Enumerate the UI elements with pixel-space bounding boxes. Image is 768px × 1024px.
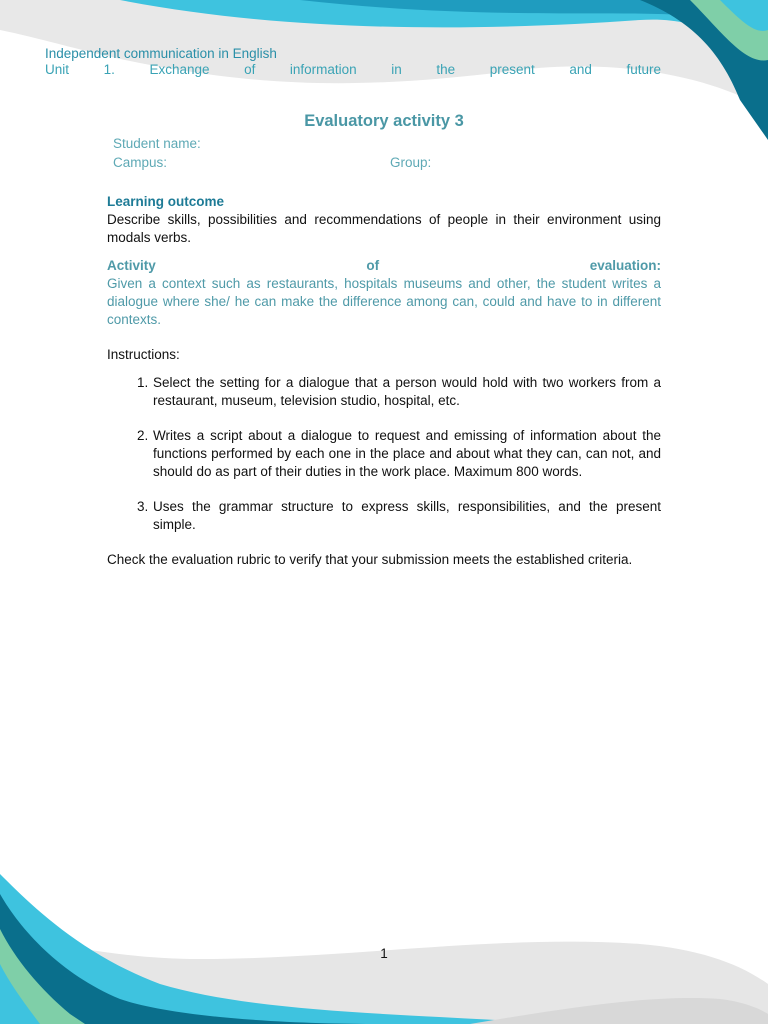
group-label: Group: [390, 155, 432, 170]
unit-word: the [436, 62, 456, 77]
course-title: Independent communication in English [45, 46, 277, 61]
heading-word: Activity [107, 258, 156, 273]
unit-word: in [391, 62, 402, 77]
heading-word: of [366, 258, 380, 273]
student-name-label: Student name: [113, 136, 201, 151]
unit-word: 1. [103, 62, 115, 77]
page-number: 1 [380, 946, 388, 961]
unit-word: and [569, 62, 592, 77]
instruction-item: 3. Uses the grammar structure to express skills, responsibilities, and the present simple. [152, 498, 661, 534]
instructions-label: Instructions: [107, 347, 180, 362]
unit-word: of [244, 62, 256, 77]
instructions-list [107, 374, 661, 534]
activity-evaluation-heading [107, 257, 661, 275]
unit-title [45, 62, 661, 77]
unit-word: Exchange [149, 62, 210, 77]
unit-word: information [289, 62, 357, 77]
instruction-item: 1. Select the setting for a dialogue that a person would hold with two workers from a restaurant, museum, television studio, hospital, etc. [152, 374, 661, 410]
instruction-item: 2. Writes a script about a dialogue to request and emissing of information about the functions performed by each one in the place and about what they can, can not, and should do as part of their duties in the work place. Maximum 800 words. [152, 427, 661, 481]
activity-evaluation-text: Given a context such as restaurants, hospitals museums and other, the student writes a dialogue where she/ he can make the difference among can, could and have to in different contexts. [107, 276, 661, 327]
unit-word: Unit [45, 62, 70, 77]
document-body [107, 193, 661, 569]
unit-word: present [489, 62, 535, 77]
unit-word: future [626, 62, 661, 77]
heading-word: evaluation: [589, 258, 661, 273]
learning-outcome-text: Describe skills, possibilities and recommendations of people in their environment using modals verbs. [107, 212, 661, 245]
campus-label: Campus: [113, 155, 168, 170]
document-title: Evaluatory activity 3 [304, 112, 464, 130]
closing-note: Check the evaluation rubric to verify that your submission meets the established criteria. [107, 552, 633, 567]
learning-outcome-heading: Learning outcome [107, 194, 225, 209]
